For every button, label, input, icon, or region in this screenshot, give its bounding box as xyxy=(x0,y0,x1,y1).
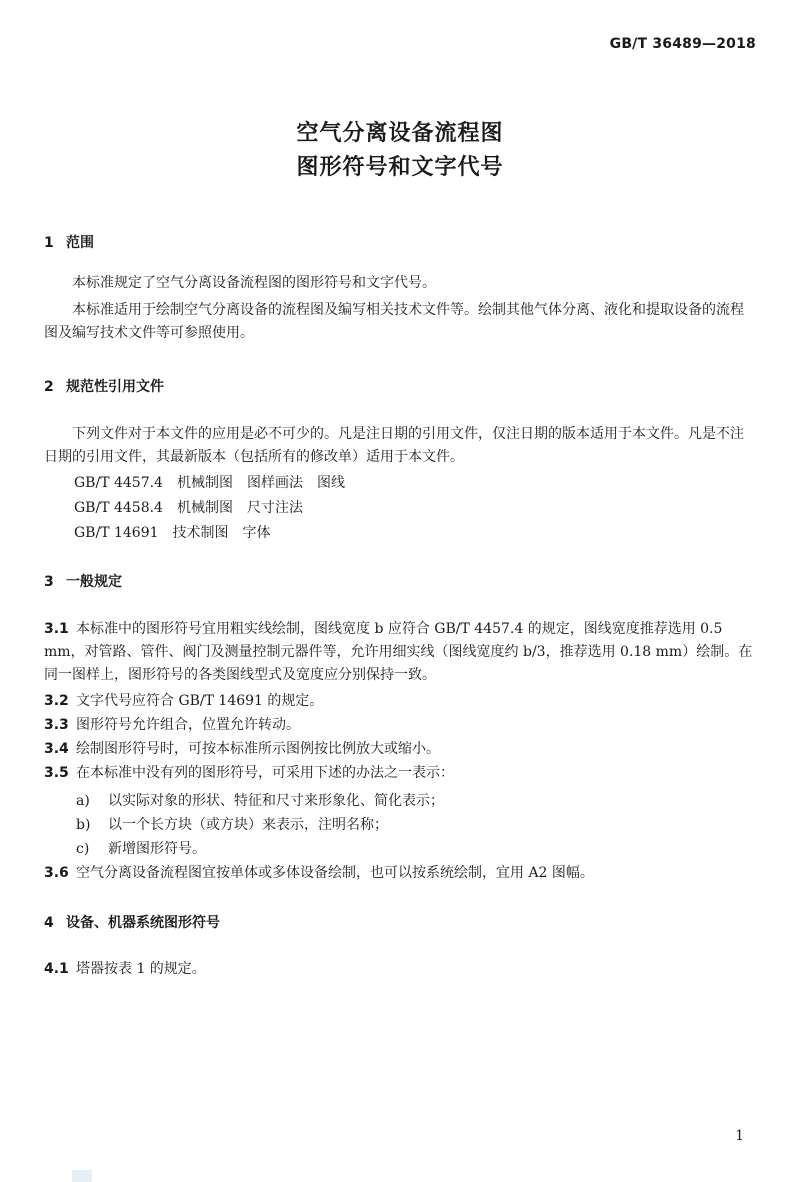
list-label: c) xyxy=(76,841,90,857)
section-3-heading xyxy=(44,571,122,591)
scan-mark xyxy=(72,1170,92,1182)
clause-number: 3.6 xyxy=(44,865,69,881)
clause-text: 塔器按表 1 的规定。 xyxy=(76,961,206,977)
section-number: 4 xyxy=(44,915,54,931)
clause-3-5 xyxy=(44,762,756,785)
normative-reference: GB/T 4458.4 机械制图 尺寸注法 xyxy=(74,500,303,516)
list-item xyxy=(76,790,444,810)
paragraph: 本标准规定了空气分离设备流程图的图形符号和文字代号。 xyxy=(72,275,436,291)
section-number: 2 xyxy=(44,379,54,395)
paragraph: 下列文件对于本文件的应用是必不可少的。凡是注日期的引用文件，仅注日期的版本适用于本文件。凡是不注日期的引用文件，其最新版本（包括所有的修改单）适用于本文件。 xyxy=(44,426,744,465)
list-label: a) xyxy=(76,793,90,809)
standard-code: GB/T 36489—2018 xyxy=(609,36,756,52)
list-text: 以实际对象的形状、特征和尺寸来形象化、简化表示； xyxy=(108,793,444,809)
clause-text: 本标准中的图形符号宜用粗实线绘制，图线宽度 b 应符合 GB/T 4457.4 的规定，图线宽度推荐选用 0.5 mm，对管路、管件、阀门及测量控制元器件等，允许用细实线（图线宽度约 b/3，推荐选用 0.18 mm）绘制。在同一图样上，图形符号的各类图线型式及宽度应分别保持一致。 xyxy=(44,621,753,683)
section-4-heading xyxy=(44,912,220,932)
clause-number: 3.5 xyxy=(44,765,69,781)
list-item xyxy=(76,814,388,834)
clause-number: 3.2 xyxy=(44,693,69,709)
clause-text: 空气分离设备流程图宜按单体或多体设备绘制，也可以按系统绘制，宜用 A2 图幅。 xyxy=(76,865,594,881)
document-title-line1: 空气分离设备流程图 xyxy=(296,121,504,146)
clause-number: 3.1 xyxy=(44,621,69,637)
normative-reference: GB/T 14691 技术制图 字体 xyxy=(74,525,271,541)
clause-3-1 xyxy=(44,618,756,687)
clause-text: 图形符号允许组合，位置允许转动。 xyxy=(76,717,300,733)
page-number: 1 xyxy=(735,1128,744,1144)
clause-3-4 xyxy=(44,738,756,761)
list-text: 以一个长方块（或方块）来表示，注明名称； xyxy=(108,817,388,833)
clause-text: 在本标准中没有列的图形符号，可采用下述的办法之一表示： xyxy=(76,765,454,781)
document-title-line2: 图形符号和文字代号 xyxy=(296,155,504,180)
clause-number: 3.3 xyxy=(44,717,69,733)
clause-3-6 xyxy=(44,862,756,885)
section-title: 一般规定 xyxy=(66,574,122,590)
list-text: 新增图形符号。 xyxy=(108,841,206,857)
clause-text: 绘制图形符号时，可按本标准所示图例按比例放大或缩小。 xyxy=(76,741,440,757)
section-number: 3 xyxy=(44,574,54,590)
clause-number: 3.4 xyxy=(44,741,69,757)
clause-4-1 xyxy=(44,958,756,981)
clause-3-2 xyxy=(44,690,756,713)
section-title: 规范性引用文件 xyxy=(66,379,164,395)
normative-reference: GB/T 4457.4 机械制图 图样画法 图线 xyxy=(74,475,345,491)
clause-text: 文字代号应符合 GB/T 14691 的规定。 xyxy=(76,693,324,709)
clause-3-3 xyxy=(44,714,756,737)
section-1-heading xyxy=(44,232,94,252)
section-number: 1 xyxy=(44,235,54,251)
section-title: 设备、机器系统图形符号 xyxy=(66,915,220,931)
list-label: b) xyxy=(76,817,91,833)
section-2-heading xyxy=(44,376,164,396)
paragraph: 本标准适用于绘制空气分离设备的流程图及编写相关技术文件等。绘制其他气体分离、液化和提取设备的流程图及编写技术文件等可参照使用。 xyxy=(44,302,744,341)
clause-number: 4.1 xyxy=(44,961,69,977)
section-title: 范围 xyxy=(66,235,94,251)
list-item xyxy=(76,838,206,858)
